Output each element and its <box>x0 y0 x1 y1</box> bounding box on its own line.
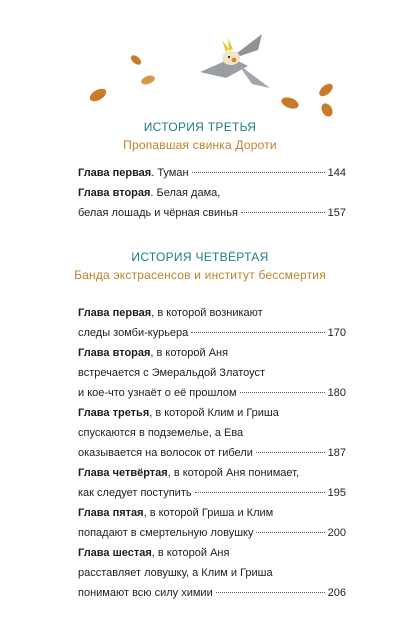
toc-line <box>78 583 346 603</box>
story3-header <box>0 120 400 153</box>
toc-line <box>78 383 346 403</box>
chapter-label: Глава шестая <box>78 547 152 559</box>
header-illustration <box>0 0 400 120</box>
toc-line-text <box>78 403 279 423</box>
toc-line-text <box>78 183 220 203</box>
toc-line-text <box>78 463 299 483</box>
chapter-description: , в которой Клим и Гриша <box>149 407 279 419</box>
dot-leader <box>191 332 324 333</box>
toc-line <box>78 503 346 523</box>
toc-line <box>78 303 346 323</box>
chapter-label: Глава вторая <box>78 187 151 199</box>
chapter-description: встречается с Эмеральдой Златоуст <box>78 367 266 379</box>
toc-line-text <box>78 203 238 223</box>
toc-line-text <box>78 443 253 463</box>
toc-line-text <box>78 343 228 363</box>
toc-line <box>78 443 346 463</box>
chapter-description: . Туман <box>151 167 189 179</box>
page-number: 200 <box>327 527 346 539</box>
chapter-description: , в которой возникают <box>151 307 263 319</box>
story4-header <box>0 250 400 283</box>
page-number: 157 <box>327 207 346 219</box>
toc-line <box>78 523 346 543</box>
page-number: 170 <box>327 327 346 339</box>
chapter-label: Глава вторая <box>78 347 151 359</box>
toc-line-text <box>78 483 192 503</box>
chapter-description: и кое-что узнаёт о её прошлом <box>78 387 237 399</box>
toc-line-text <box>78 423 243 443</box>
chapter-label: Глава первая <box>78 307 152 319</box>
chapter-description: как следует поступить <box>78 487 192 499</box>
page-number: 187 <box>327 447 346 459</box>
chapter-description: расставляет ловушку, а Клим и Гриша <box>78 567 273 579</box>
toc-line <box>78 543 346 563</box>
chapter-description: попадают в смертельную ловушку <box>78 527 254 539</box>
toc-line-text <box>78 363 265 383</box>
toc-line-text <box>78 163 189 183</box>
toc-line <box>78 463 346 483</box>
toc-line-text <box>78 323 188 343</box>
chapter-description: оказывается на волосок от гибели <box>78 447 253 459</box>
toc-line-text <box>78 563 273 583</box>
story3-toc <box>78 163 346 223</box>
toc-line <box>78 363 346 383</box>
dot-leader <box>195 492 325 493</box>
toc-line <box>78 423 346 443</box>
toc-line <box>78 403 346 423</box>
dot-leader <box>192 172 325 173</box>
chapter-description: понимают всю силу химии <box>78 587 213 599</box>
toc-line <box>78 183 346 203</box>
chapter-description: , в которой Аня <box>150 347 229 359</box>
page-number: 144 <box>327 167 346 179</box>
page-number: 195 <box>327 487 346 499</box>
story3-title: ИСТОРИЯ ТРЕТЬЯ <box>143 120 257 134</box>
dot-leader <box>241 212 325 213</box>
dot-leader <box>256 452 325 453</box>
story4-subtitle: Банда экстрасенсов и институт бессмертия <box>74 268 326 282</box>
dot-leader <box>216 592 325 593</box>
chapter-description: . Белая дама, <box>150 187 221 199</box>
chapter-description: , в которой Аня <box>151 547 230 559</box>
toc-line <box>78 203 346 223</box>
toc-line-text <box>78 543 229 563</box>
chapter-label: Глава третья <box>78 407 150 419</box>
chapter-description: белая лошадь и чёрная свинья <box>78 207 238 219</box>
chapter-description: , в которой Гриша и Клим <box>143 507 274 519</box>
toc-line <box>78 563 346 583</box>
story4-title: ИСТОРИЯ ЧЕТВЁРТАЯ <box>131 250 269 264</box>
page-number: 206 <box>327 587 346 599</box>
autumn-leaf-icon <box>88 53 335 118</box>
toc-line-text <box>78 303 263 323</box>
chapter-label: Глава пятая <box>78 507 144 519</box>
page-number: 180 <box>327 387 346 399</box>
toc-line <box>78 323 346 343</box>
story3-subtitle: Пропавшая свинка Дороти <box>123 138 277 152</box>
chapter-label: Глава первая <box>78 167 152 179</box>
dot-leader <box>240 392 325 393</box>
toc-line <box>78 483 346 503</box>
story4-toc <box>78 303 346 603</box>
chapter-description: следы зомби-курьера <box>78 327 189 339</box>
chapter-label: Глава четвёртая <box>78 467 168 479</box>
dot-leader <box>256 532 324 533</box>
toc-line-text <box>78 503 273 523</box>
toc-line-text <box>78 383 237 403</box>
toc-line-text <box>78 583 213 603</box>
chapter-description: спускаются в подземелье, а Ева <box>78 427 244 439</box>
toc-line <box>78 343 346 363</box>
cockatiel-bird-icon <box>200 34 270 88</box>
toc-line-text <box>78 523 253 543</box>
chapter-description: , в которой Аня понимает, <box>167 467 300 479</box>
toc-line <box>78 163 346 183</box>
